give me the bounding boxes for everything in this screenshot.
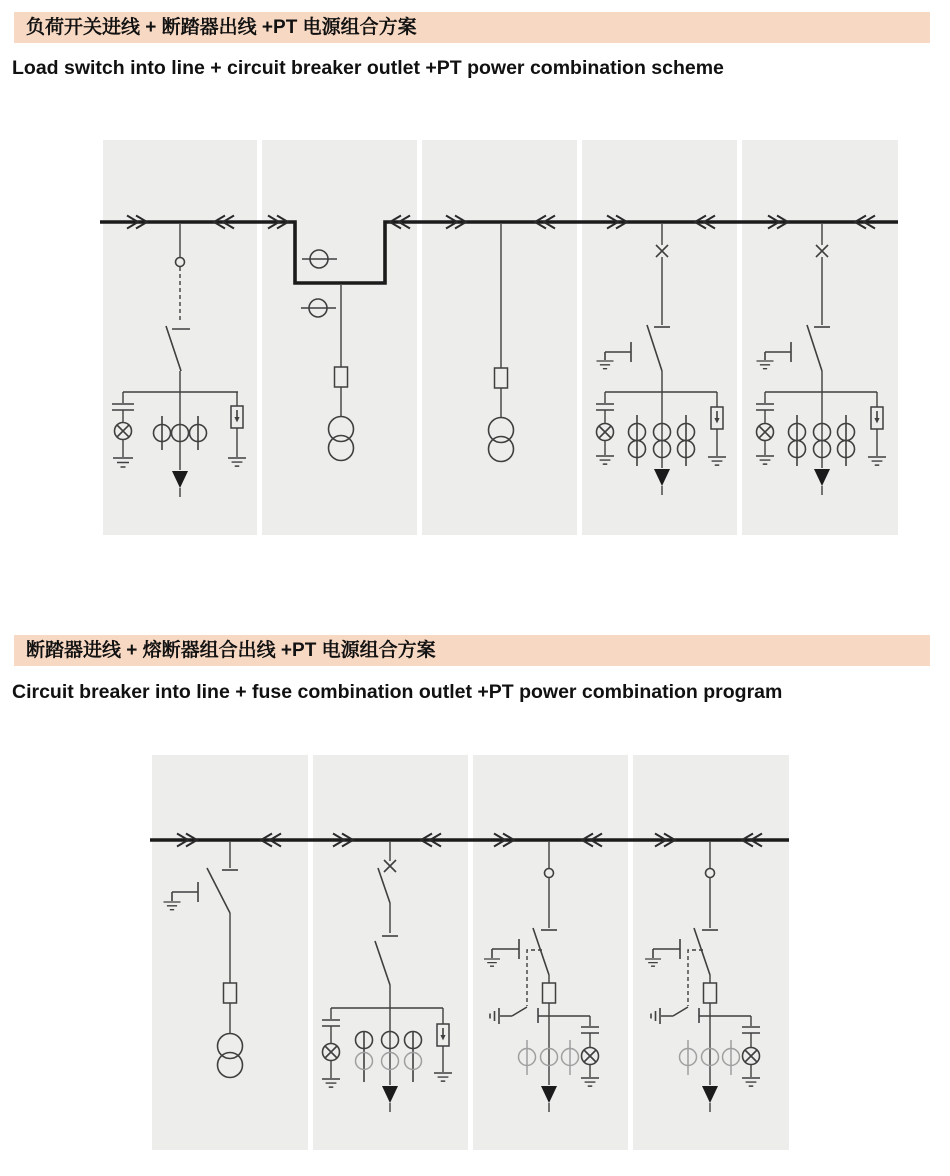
section-1-subtitle: Load switch into line + circuit breaker outlet +PT power combination scheme: [12, 57, 724, 79]
diagram-circuit-breaker-scheme: [146, 751, 794, 1155]
cubicle-2: [262, 140, 417, 535]
cubicle-3: [422, 140, 577, 535]
section-1-banner: 负荷开关进线 + 断踏器出线 +PT 电源组合方案: [14, 12, 930, 43]
diagram-load-switch-scheme: [100, 138, 905, 538]
section-2-subtitle: Circuit breaker into line + fuse combination outlet +PT power combination program: [12, 681, 783, 703]
section-2-banner: 断踏器进线 + 熔断器组合出线 +PT 电源组合方案: [14, 635, 930, 666]
